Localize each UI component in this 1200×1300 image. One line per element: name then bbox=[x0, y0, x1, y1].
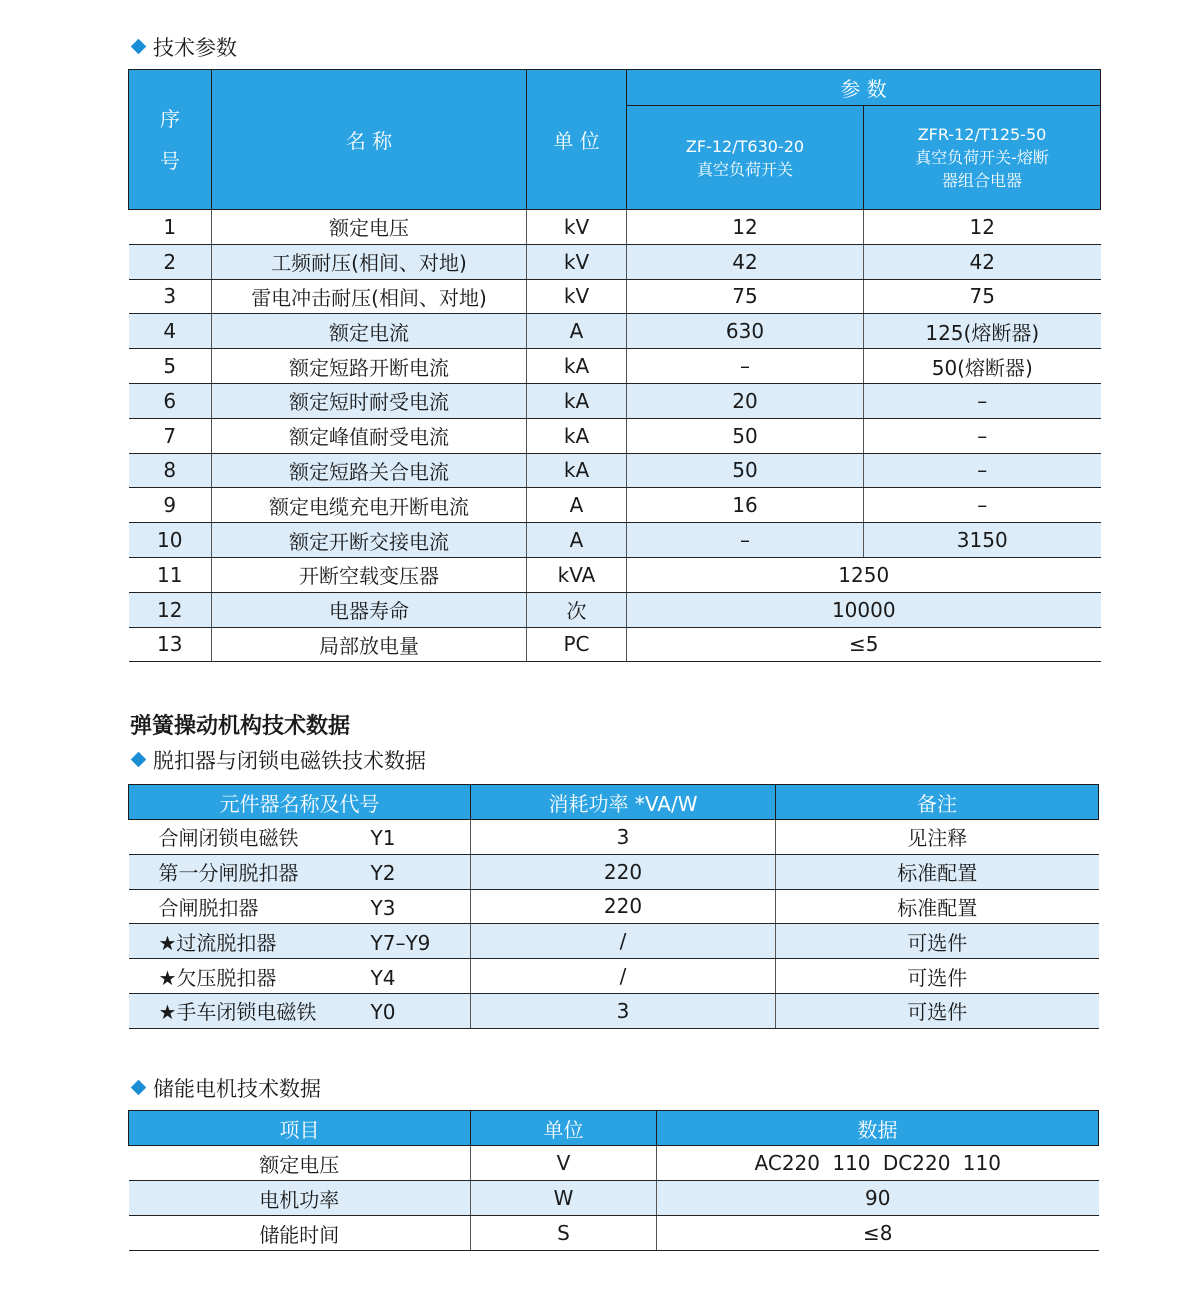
cell-unit: PC bbox=[527, 627, 627, 662]
table-row bbox=[129, 418, 1101, 453]
cell-note: 标准配置 bbox=[776, 889, 1099, 924]
section-title-release bbox=[133, 745, 426, 775]
section-title-text: 脱扣器与闭锁电磁铁技术数据 bbox=[153, 749, 426, 773]
cell-seq: 3 bbox=[129, 279, 212, 314]
cell-name: 额定开断交接电流 bbox=[212, 523, 527, 558]
cell-note: 可选件 bbox=[776, 959, 1099, 994]
cell-unit: kV bbox=[527, 210, 627, 245]
motor-table bbox=[128, 1110, 1099, 1251]
header-name: 名 称 bbox=[212, 70, 527, 210]
cell-seq: 8 bbox=[129, 453, 212, 488]
table-row bbox=[129, 349, 1101, 384]
cell-name: 额定电流 bbox=[212, 314, 527, 349]
cell-name: 电器寿命 bbox=[212, 592, 527, 627]
cell-note: 标准配置 bbox=[776, 854, 1099, 889]
cell-value-2: 42 bbox=[864, 244, 1101, 279]
diamond-bullet-icon bbox=[131, 1080, 147, 1096]
cell-value-2: – bbox=[864, 453, 1101, 488]
header-unit: 单位 bbox=[471, 1111, 657, 1146]
cell-name: 额定短路开断电流 bbox=[212, 349, 527, 384]
cell-unit: kA bbox=[527, 349, 627, 384]
cell-data: AC220 110 DC220 110 bbox=[657, 1146, 1099, 1181]
cell-seq: 10 bbox=[129, 523, 212, 558]
cell-item: 电机功率 bbox=[129, 1181, 471, 1216]
release-table bbox=[128, 784, 1099, 1029]
cell-value-1: – bbox=[627, 523, 864, 558]
cell-note: 见注释 bbox=[776, 820, 1099, 855]
table-row bbox=[129, 557, 1101, 592]
cell-unit: A bbox=[527, 488, 627, 523]
table-row bbox=[129, 854, 1099, 889]
header-model-1: ZF-12/T630-20 真空负荷开关 bbox=[627, 106, 864, 210]
header-model-2: ZFR-12/T125-50 真空负荷开关-熔断 器组合电器 bbox=[864, 106, 1101, 210]
cell-value-merged: 1250 bbox=[627, 557, 1101, 592]
table-row bbox=[129, 244, 1101, 279]
table-row bbox=[129, 279, 1101, 314]
cell-seq: 11 bbox=[129, 557, 212, 592]
cell-value-1: 42 bbox=[627, 244, 864, 279]
table-row bbox=[129, 1216, 1099, 1251]
tech-params-table bbox=[128, 69, 1101, 662]
cell-name: 额定短时耐受电流 bbox=[212, 383, 527, 418]
cell-value-1: 75 bbox=[627, 279, 864, 314]
table-row bbox=[129, 924, 1099, 959]
table-row bbox=[129, 820, 1099, 855]
cell-component bbox=[129, 924, 471, 959]
cell-value-2: 75 bbox=[864, 279, 1101, 314]
table-row bbox=[129, 453, 1101, 488]
cell-seq: 12 bbox=[129, 592, 212, 627]
cell-seq: 4 bbox=[129, 314, 212, 349]
diamond-bullet-icon bbox=[131, 39, 147, 55]
header-power: 消耗功率 *VA/W bbox=[471, 785, 776, 820]
cell-unit: V bbox=[471, 1146, 657, 1181]
table-row bbox=[129, 488, 1101, 523]
component-code: Y3 bbox=[370, 895, 396, 920]
cell-name: 雷电冲击耐压(相间、对地) bbox=[212, 279, 527, 314]
cell-name: 工频耐压(相间、对地) bbox=[212, 244, 527, 279]
cell-unit: A bbox=[527, 314, 627, 349]
section-title-text: 技术参数 bbox=[153, 36, 237, 60]
header-unit: 单 位 bbox=[527, 70, 627, 210]
cell-value-2: 50(熔断器) bbox=[864, 349, 1101, 384]
cell-power: 3 bbox=[471, 993, 776, 1028]
cell-value-2: 3150 bbox=[864, 523, 1101, 558]
cell-value-1: 20 bbox=[627, 383, 864, 418]
cell-component bbox=[129, 820, 471, 855]
cell-unit: kA bbox=[527, 453, 627, 488]
cell-unit: kA bbox=[527, 383, 627, 418]
cell-power: / bbox=[471, 959, 776, 994]
cell-seq: 1 bbox=[129, 210, 212, 245]
cell-value-1: 50 bbox=[627, 453, 864, 488]
cell-seq: 2 bbox=[129, 244, 212, 279]
component-name: ★手车闭锁电磁铁 bbox=[158, 1000, 317, 1025]
component-name: ★欠压脱扣器 bbox=[158, 965, 277, 990]
header-data: 数据 bbox=[657, 1111, 1099, 1146]
cell-seq: 9 bbox=[129, 488, 212, 523]
cell-unit: S bbox=[471, 1216, 657, 1251]
cell-note: 可选件 bbox=[776, 924, 1099, 959]
table-row bbox=[129, 1181, 1099, 1216]
cell-unit: W bbox=[471, 1181, 657, 1216]
cell-seq: 6 bbox=[129, 383, 212, 418]
cell-value-1: 12 bbox=[627, 210, 864, 245]
cell-item: 储能时间 bbox=[129, 1216, 471, 1251]
cell-name: 额定电缆充电开断电流 bbox=[212, 488, 527, 523]
component-name: 第一分闸脱扣器 bbox=[158, 861, 299, 886]
cell-unit: kV bbox=[527, 244, 627, 279]
cell-value-2: – bbox=[864, 418, 1101, 453]
cell-unit: kA bbox=[527, 418, 627, 453]
table-row bbox=[129, 889, 1099, 924]
cell-power: 220 bbox=[471, 854, 776, 889]
component-code: Y0 bbox=[370, 1000, 396, 1025]
component-code: Y7–Y9 bbox=[370, 930, 431, 955]
table-row bbox=[129, 1146, 1099, 1181]
component-code: Y1 bbox=[370, 826, 396, 851]
header-params: 参 数 bbox=[627, 70, 1101, 106]
cell-data: ≤8 bbox=[657, 1216, 1099, 1251]
cell-unit: A bbox=[527, 523, 627, 558]
cell-seq: 13 bbox=[129, 627, 212, 662]
component-name: 合闸脱扣器 bbox=[158, 895, 259, 920]
cell-name: 局部放电量 bbox=[212, 627, 527, 662]
table-row bbox=[129, 959, 1099, 994]
cell-value-2: 12 bbox=[864, 210, 1101, 245]
cell-name: 开断空载变压器 bbox=[212, 557, 527, 592]
component-code: Y2 bbox=[370, 861, 396, 886]
cell-value-merged: 10000 bbox=[627, 592, 1101, 627]
cell-seq: 7 bbox=[129, 418, 212, 453]
cell-value-1: 16 bbox=[627, 488, 864, 523]
cell-item: 额定电压 bbox=[129, 1146, 471, 1181]
table-row bbox=[129, 314, 1101, 349]
cell-unit: kVA bbox=[527, 557, 627, 592]
cell-value-1: 630 bbox=[627, 314, 864, 349]
header-item: 项目 bbox=[129, 1111, 471, 1146]
cell-power: 220 bbox=[471, 889, 776, 924]
cell-value-1: – bbox=[627, 349, 864, 384]
cell-unit: kV bbox=[527, 279, 627, 314]
cell-component bbox=[129, 889, 471, 924]
cell-value-2: – bbox=[864, 488, 1101, 523]
table-row bbox=[129, 627, 1101, 662]
cell-power: 3 bbox=[471, 820, 776, 855]
cell-name: 额定短路关合电流 bbox=[212, 453, 527, 488]
table-row bbox=[129, 523, 1101, 558]
cell-value-merged: ≤5 bbox=[627, 627, 1101, 662]
table-row bbox=[129, 592, 1101, 627]
cell-name: 额定峰值耐受电流 bbox=[212, 418, 527, 453]
cell-value-2: 125(熔断器) bbox=[864, 314, 1101, 349]
cell-seq: 5 bbox=[129, 349, 212, 384]
section-title-tech-params bbox=[133, 32, 237, 62]
header-component: 元件器名称及代号 bbox=[129, 785, 471, 820]
component-name: 合闸闭锁电磁铁 bbox=[158, 826, 299, 851]
cell-component bbox=[129, 959, 471, 994]
component-name: ★过流脱扣器 bbox=[158, 930, 277, 955]
component-code: Y4 bbox=[370, 965, 396, 990]
cell-value-1: 50 bbox=[627, 418, 864, 453]
table-row bbox=[129, 993, 1099, 1028]
cell-unit: 次 bbox=[527, 592, 627, 627]
table-row bbox=[129, 210, 1101, 245]
cell-name: 额定电压 bbox=[212, 210, 527, 245]
cell-component bbox=[129, 854, 471, 889]
section-title-text: 储能电机技术数据 bbox=[153, 1077, 321, 1101]
diamond-bullet-icon bbox=[131, 752, 147, 768]
cell-data: 90 bbox=[657, 1181, 1099, 1216]
header-note: 备注 bbox=[776, 785, 1099, 820]
cell-note: 可选件 bbox=[776, 993, 1099, 1028]
cell-component bbox=[129, 993, 471, 1028]
table-row bbox=[129, 383, 1101, 418]
cell-power: / bbox=[471, 924, 776, 959]
section-title-motor bbox=[133, 1073, 321, 1103]
cell-value-2: – bbox=[864, 383, 1101, 418]
section-title-spring-mechanism: 弹簧操动机构技术数据 bbox=[130, 714, 351, 739]
header-seq: 序 号 bbox=[129, 70, 212, 210]
